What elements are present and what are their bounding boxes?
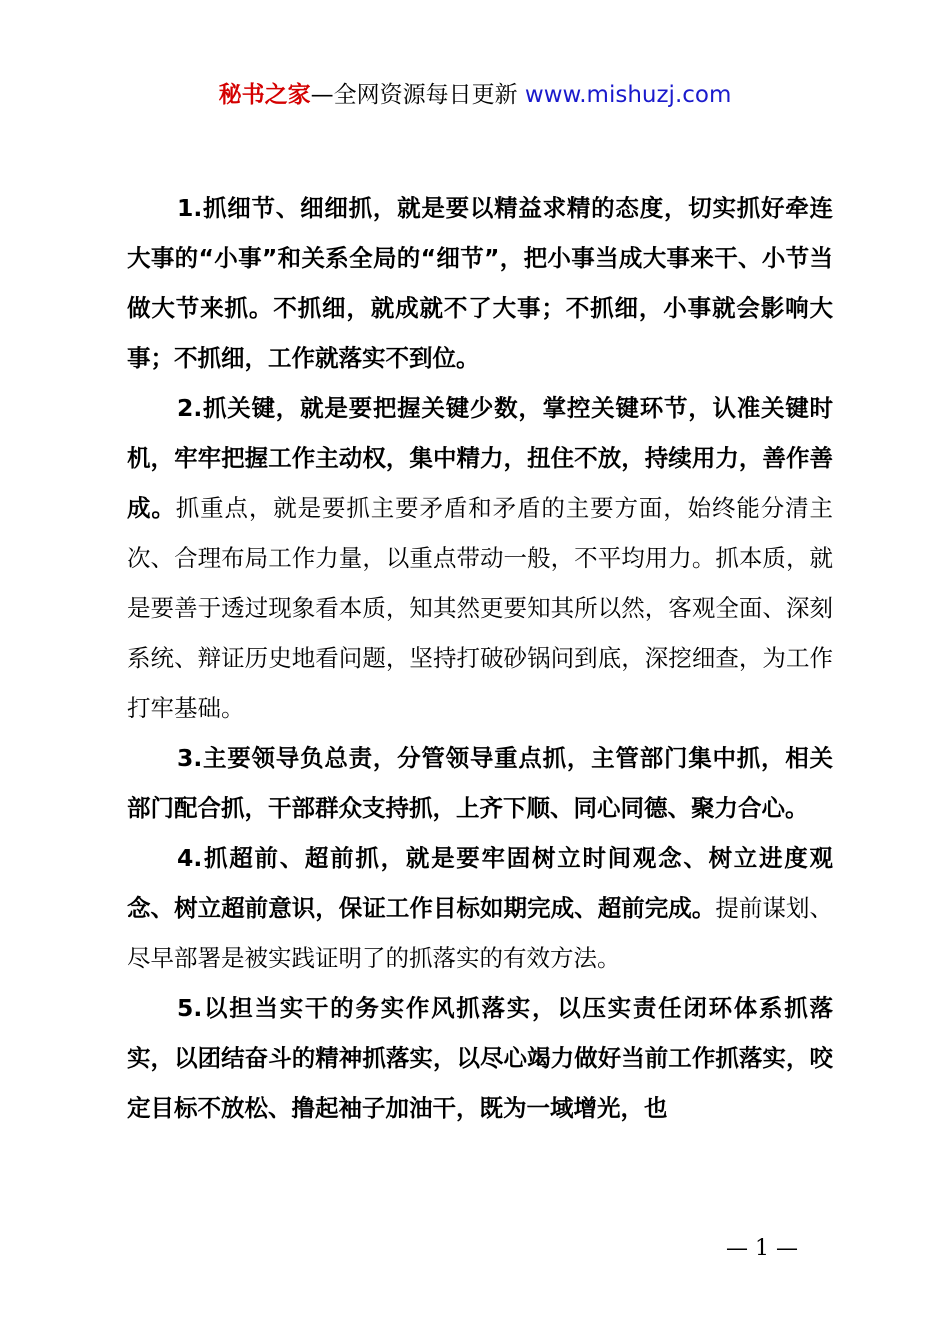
paragraph-bold: 5.以担当实干的务实作风抓落实，以压实责任闭环体系抓落实，以团结奋斗的精神抓落实，以尽心竭力做好当前工作抓落实，咬定目标不放松、撸起袖子加油干，既为一域增光，也 <box>127 994 833 1122</box>
site-header <box>0 78 950 112</box>
document-body <box>127 183 833 1133</box>
paragraph-bold: 1.抓细节、细细抓，就是要以精益求精的态度，切实抓好牵连大事的“小事”和关系全局的“细节”，把小事当成大事来干、小节当做大节来抓。不抓细，就成就不了大事；不抓细，小事就会影响大事；不抓细，工作就落实不到位。 <box>127 194 833 372</box>
site-url[interactable]: www.mishuzj.com <box>524 82 732 108</box>
paragraph-normal: 提前谋划、尽早部署是被实践证明了的抓落实的有效方法。 <box>127 894 834 972</box>
paragraph-bold: 4.抓超前、超前抓，就是要牢固树立时间观念、树立进度观念、树立超前意识，保证工作目标如期完成、超前完成。 <box>127 844 833 922</box>
brand-name: 秘书之家 <box>218 82 311 108</box>
paragraph-normal: 抓重点，就是要抓主要矛盾和矛盾的主要方面，始终能分清主次、合理布局工作力量，以重点带动一般，不平均用力。抓本质，就是要善于透过现象看本质，知其然更要知其所以然，客观全面、深刻系统、辩证历史地看问题，坚持打破砂锅问到底，深挖细查，为工作打牢基础。 <box>127 494 833 722</box>
paragraph-3 <box>127 733 833 833</box>
paragraph-1 <box>127 183 833 383</box>
page-number: — 1 — <box>726 1236 798 1261</box>
paragraph-bold: 2.抓关键，就是要把握关键少数，掌控关键环节，认准关键时机，牢牢把握工作主动权，集中精力，扭住不放，持续用力，善作善成。 <box>127 394 833 522</box>
header-tagline: —全网资源每日更新 <box>310 82 518 108</box>
paragraph-bold: 3.主要领导负总责，分管领导重点抓，主管部门集中抓，相关部门配合抓，干部群众支持抓，上齐下顺、同心同德、聚力合心。 <box>127 744 833 822</box>
paragraph-5 <box>127 983 833 1133</box>
paragraph-4 <box>127 833 833 983</box>
paragraph-2 <box>127 383 833 733</box>
